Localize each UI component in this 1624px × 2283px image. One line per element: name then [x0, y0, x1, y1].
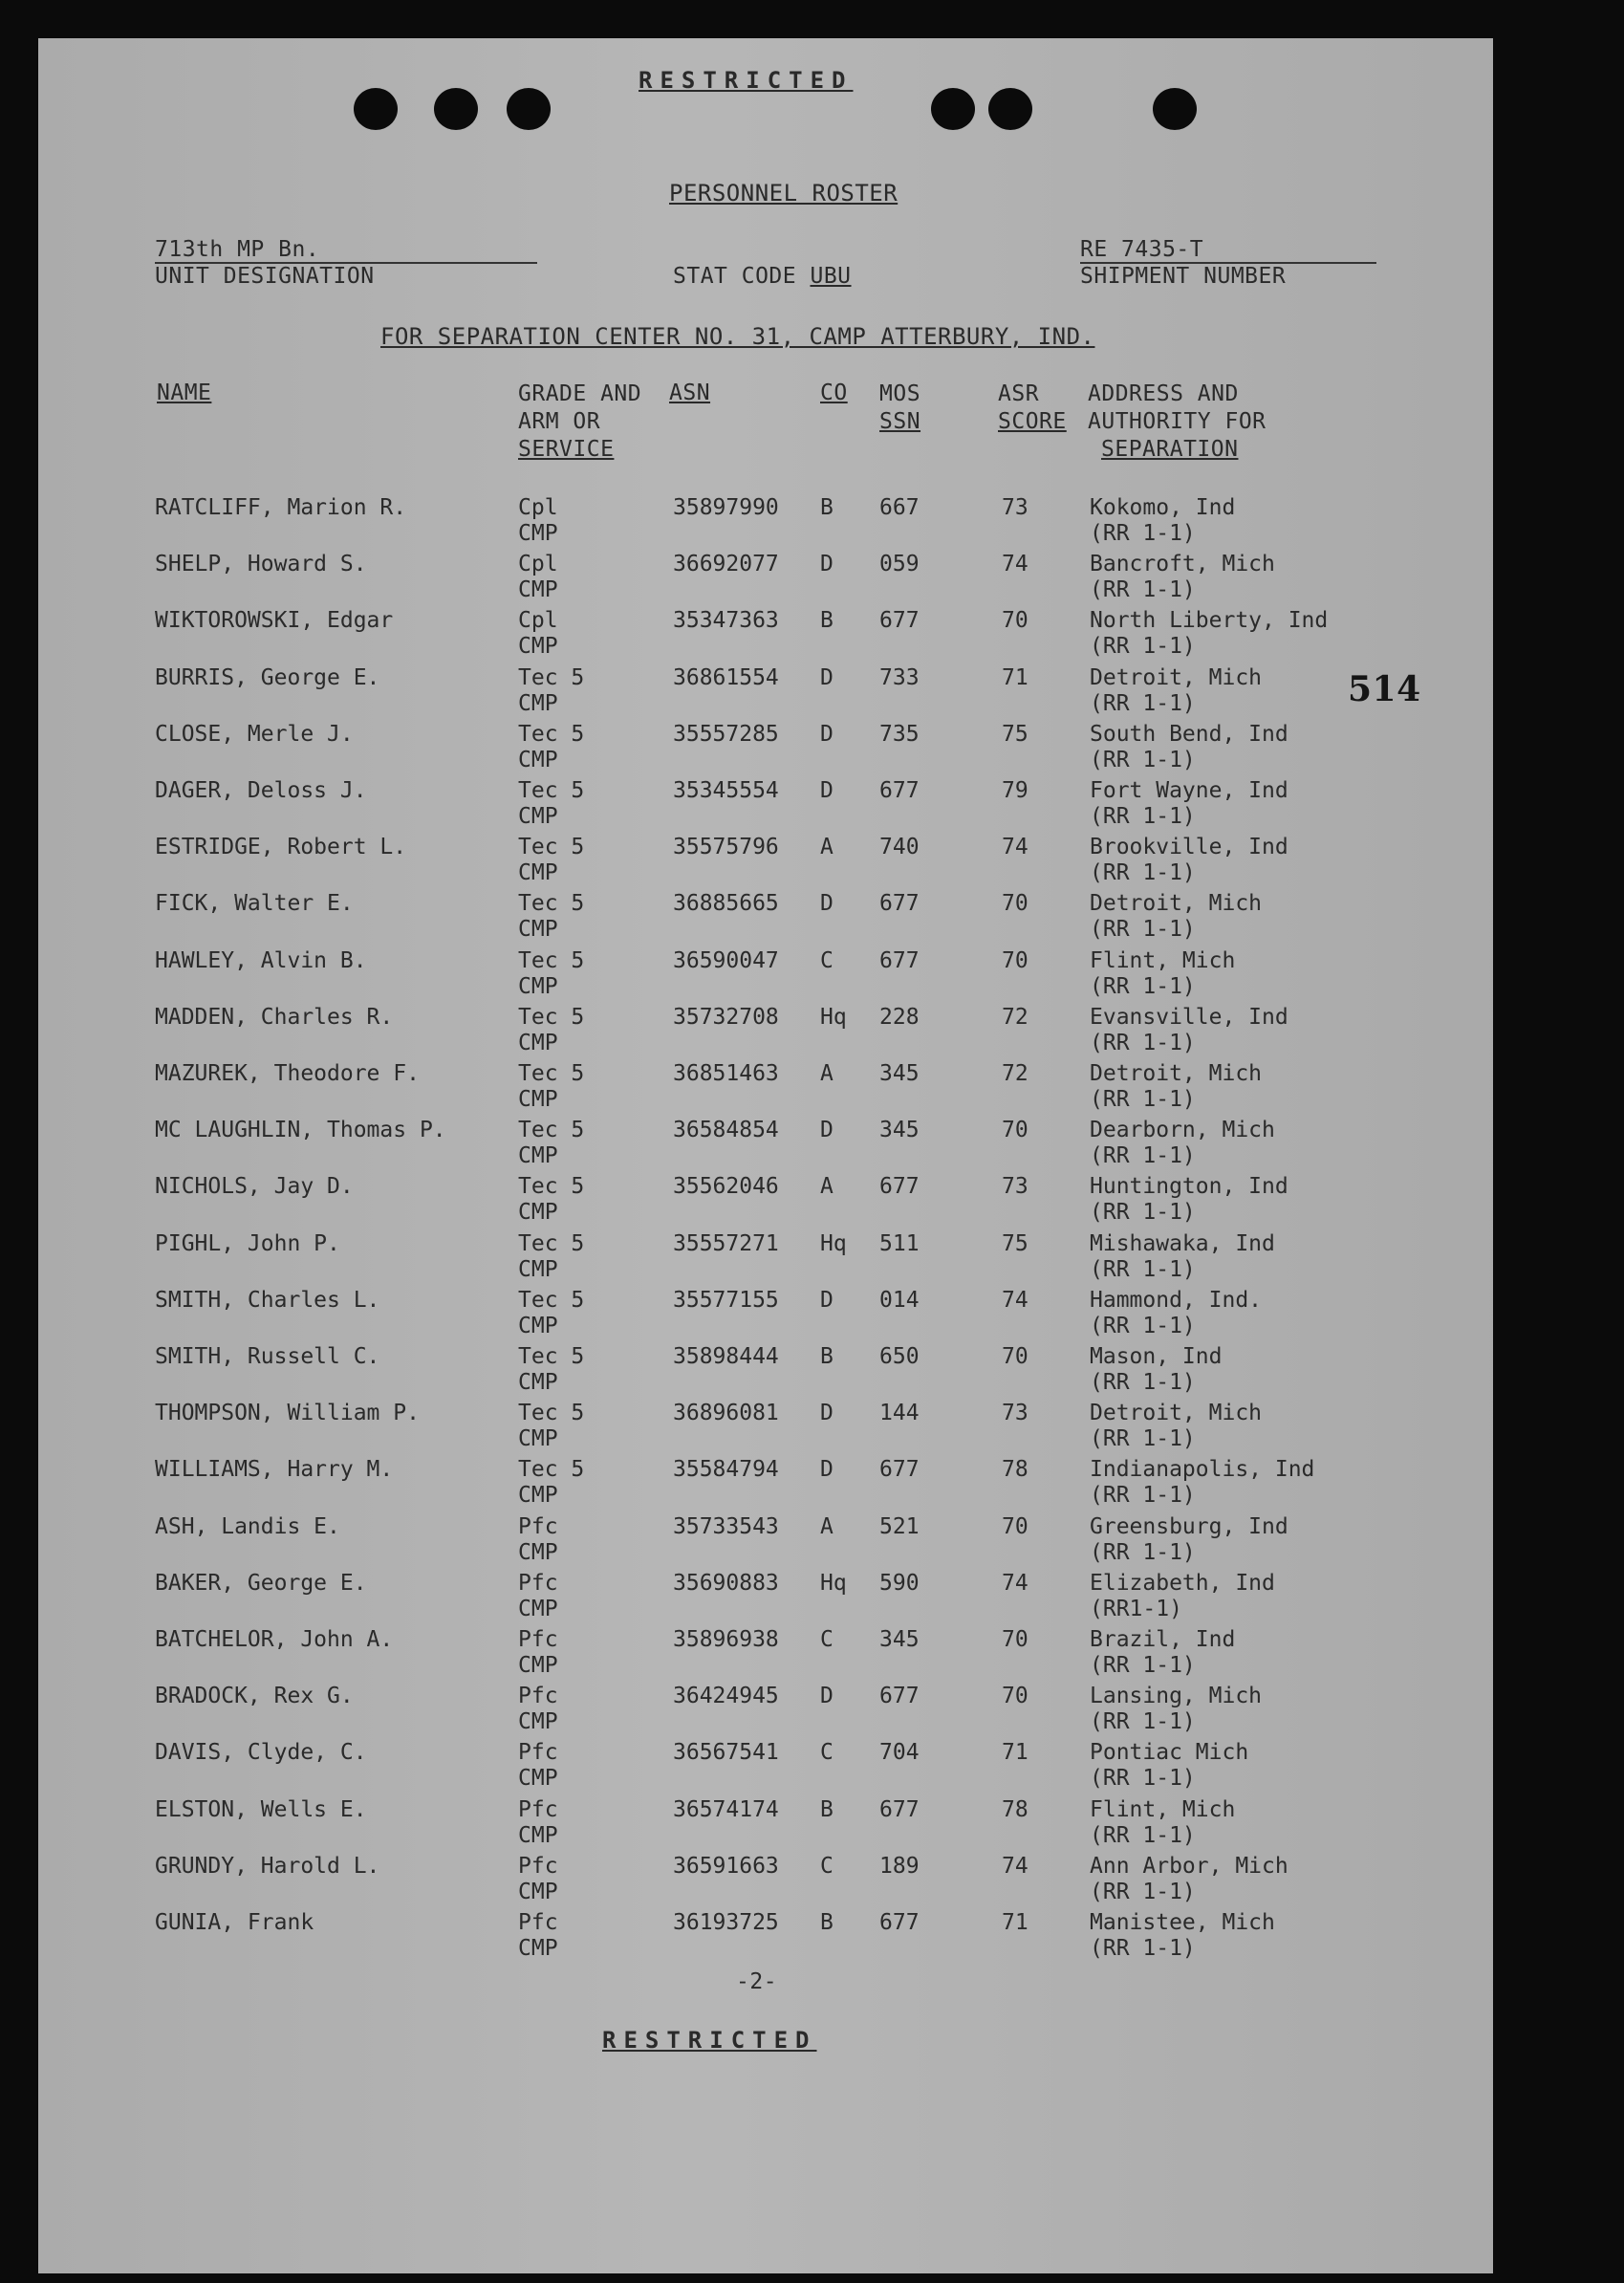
col-mos-line1: MOS — [879, 381, 921, 406]
row-authority: (RR 1-1) — [1090, 1483, 1196, 1509]
row-asn: 35345554 — [673, 778, 779, 803]
row-mos: 521 — [879, 1513, 920, 1539]
row-co: C — [820, 1740, 834, 1766]
row-arm: CMP — [518, 804, 558, 829]
table-row — [38, 1854, 1493, 1909]
row-asn: 35577155 — [673, 1287, 779, 1313]
row-grade: Tec 5 — [518, 664, 585, 690]
row-co: D — [820, 721, 834, 747]
row-address: Detroit, Mich — [1090, 1061, 1263, 1086]
table-row — [38, 1571, 1493, 1626]
row-mos: 677 — [879, 947, 920, 973]
table-row — [38, 1174, 1493, 1229]
row-co: B — [820, 1344, 834, 1369]
row-address: Indianapolis, Ind — [1090, 1457, 1315, 1483]
row-address: Pontiac Mich — [1090, 1740, 1249, 1766]
row-co: C — [820, 1627, 834, 1652]
row-mos: 677 — [879, 1457, 920, 1483]
stat-code-label: STAT CODE — [673, 264, 797, 289]
row-name: BATCHELOR, John A. — [155, 1627, 394, 1652]
row-score: 70 — [1002, 1513, 1029, 1539]
table-row — [38, 1910, 1493, 1966]
table-row — [38, 891, 1493, 946]
row-co: D — [820, 664, 834, 690]
row-grade: Tec 5 — [518, 1401, 585, 1426]
row-mos: 677 — [879, 1796, 920, 1822]
row-co: B — [820, 495, 834, 520]
row-arm: CMP — [518, 860, 558, 886]
row-asn: 35557285 — [673, 721, 779, 747]
row-mos: 345 — [879, 1627, 920, 1652]
row-address: Detroit, Mich — [1090, 891, 1263, 917]
row-score: 74 — [1002, 1853, 1029, 1879]
row-address: Hammond, Ind. — [1090, 1287, 1263, 1313]
row-mos: 677 — [879, 778, 920, 803]
row-arm: CMP — [518, 1370, 558, 1395]
row-mos: 677 — [879, 891, 920, 917]
row-grade: Tec 5 — [518, 1004, 585, 1030]
col-name: NAME — [157, 380, 212, 405]
row-asn: 36861554 — [673, 664, 779, 690]
row-score: 70 — [1002, 1344, 1029, 1369]
row-arm: CMP — [518, 1030, 558, 1055]
row-address: Fort Wayne, Ind — [1090, 778, 1288, 803]
row-authority: (RR 1-1) — [1090, 690, 1196, 716]
row-name: WIKTOROWSKI, Edgar — [155, 608, 394, 634]
table-row — [38, 665, 1493, 721]
row-name: HAWLEY, Alvin B. — [155, 947, 367, 973]
row-name: WILLIAMS, Harry M. — [155, 1457, 394, 1483]
row-mos: 667 — [879, 495, 920, 520]
restricted-header: RESTRICTED — [639, 67, 854, 94]
row-grade: Pfc — [518, 1853, 558, 1879]
row-address: Greensburg, Ind — [1090, 1513, 1288, 1539]
row-asn: 36591663 — [673, 1853, 779, 1879]
stat-code-value: UBU — [810, 264, 852, 289]
row-authority: (RR 1-1) — [1090, 1539, 1196, 1565]
row-authority: (RR 1-1) — [1090, 804, 1196, 829]
row-mos: 735 — [879, 721, 920, 747]
row-authority: (RR 1-1) — [1090, 634, 1196, 660]
row-name: SHELP, Howard S. — [155, 552, 367, 577]
row-name: SMITH, Russell C. — [155, 1344, 380, 1369]
row-score: 73 — [1002, 1401, 1029, 1426]
row-score: 70 — [1002, 1118, 1029, 1143]
row-mos: 677 — [879, 1910, 920, 1935]
row-score: 74 — [1002, 1287, 1029, 1313]
col-address-line2: AUTHORITY FOR — [1088, 409, 1267, 434]
row-co: A — [820, 1513, 834, 1539]
table-row — [38, 948, 1493, 1004]
row-name: THOMPSON, William P. — [155, 1401, 420, 1426]
punch-hole — [988, 88, 1032, 130]
col-asr-line2: SCORE — [998, 409, 1067, 434]
row-asn: 35733543 — [673, 1513, 779, 1539]
table-row — [38, 1401, 1493, 1456]
row-score: 74 — [1002, 835, 1029, 860]
row-co: B — [820, 608, 834, 634]
separation-center: FOR SEPARATION CENTER NO. 31, CAMP ATTERBURY, IND. — [380, 323, 1095, 350]
row-grade: Tec 5 — [518, 1061, 585, 1086]
row-grade: Tec 5 — [518, 778, 585, 803]
row-authority: (RR 1-1) — [1090, 917, 1196, 943]
row-co: D — [820, 1457, 834, 1483]
row-co: A — [820, 1061, 834, 1086]
table-row — [38, 1740, 1493, 1795]
row-co: C — [820, 1853, 834, 1879]
table-row — [38, 552, 1493, 607]
row-address: Mason, Ind — [1090, 1344, 1223, 1369]
row-score: 79 — [1002, 778, 1029, 803]
row-arm: CMP — [518, 1936, 558, 1961]
row-asn: 36193725 — [673, 1910, 779, 1935]
row-mos: 733 — [879, 664, 920, 690]
table-row — [38, 1288, 1493, 1343]
shipment-value: RE 7435-T — [1080, 237, 1204, 262]
table-row — [38, 495, 1493, 551]
row-asn: 36567541 — [673, 1740, 779, 1766]
table-row — [38, 1684, 1493, 1739]
row-name: FICK, Walter E. — [155, 891, 354, 917]
row-mos: 014 — [879, 1287, 920, 1313]
row-grade: Tec 5 — [518, 1118, 585, 1143]
col-asr-line1: ASR — [998, 381, 1040, 406]
row-arm: CMP — [518, 1426, 558, 1452]
col-asn: ASN — [669, 380, 711, 405]
row-grade: Pfc — [518, 1627, 558, 1652]
table-row — [38, 1118, 1493, 1173]
row-co: A — [820, 835, 834, 860]
row-co: Hq — [820, 1230, 847, 1256]
row-grade: Pfc — [518, 1513, 558, 1539]
row-asn: 36692077 — [673, 552, 779, 577]
punch-hole — [354, 88, 398, 130]
row-name: MADDEN, Charles R. — [155, 1004, 394, 1030]
row-grade: Tec 5 — [518, 1287, 585, 1313]
table-row — [38, 722, 1493, 777]
row-grade: Tec 5 — [518, 891, 585, 917]
row-asn: 35557271 — [673, 1230, 779, 1256]
row-authority: (RR 1-1) — [1090, 1370, 1196, 1395]
row-score: 70 — [1002, 608, 1029, 634]
row-score: 70 — [1002, 1684, 1029, 1709]
row-authority: (RR 1-1) — [1090, 1143, 1196, 1169]
row-authority: (RR 1-1) — [1090, 1653, 1196, 1678]
row-address: Detroit, Mich — [1090, 1401, 1263, 1426]
row-name: SMITH, Charles L. — [155, 1287, 380, 1313]
table-row — [38, 835, 1493, 890]
table-row — [38, 1344, 1493, 1400]
row-name: ESTRIDGE, Robert L. — [155, 835, 407, 860]
row-name: GUNIA, Frank — [155, 1910, 314, 1935]
row-score: 78 — [1002, 1457, 1029, 1483]
row-name: BURRIS, George E. — [155, 664, 380, 690]
row-asn: 36584854 — [673, 1118, 779, 1143]
shipment-number-value — [1080, 237, 1376, 264]
row-co: B — [820, 1910, 834, 1935]
punch-hole — [507, 88, 551, 130]
row-authority: (RR 1-1) — [1090, 1256, 1196, 1282]
page-number: -2- — [736, 1969, 778, 1994]
row-co: D — [820, 891, 834, 917]
document-page — [38, 38, 1493, 2273]
row-address: Kokomo, Ind — [1090, 495, 1236, 520]
row-co: D — [820, 1287, 834, 1313]
row-grade: Tec 5 — [518, 1457, 585, 1483]
row-address: Bancroft, Mich — [1090, 552, 1275, 577]
row-address: Mishawaka, Ind — [1090, 1230, 1275, 1256]
restricted-footer: RESTRICTED — [602, 2027, 817, 2054]
col-grade-line1: GRADE AND — [518, 381, 642, 406]
table-row — [38, 1797, 1493, 1853]
row-mos: 059 — [879, 552, 920, 577]
row-name: ASH, Landis E. — [155, 1513, 340, 1539]
row-grade: Tec 5 — [518, 947, 585, 973]
table-row — [38, 608, 1493, 663]
row-asn: 36590047 — [673, 947, 779, 973]
row-co: A — [820, 1174, 834, 1200]
row-score: 74 — [1002, 1570, 1029, 1596]
row-co: C — [820, 947, 834, 973]
row-address: Dearborn, Mich — [1090, 1118, 1275, 1143]
row-authority: (RR 1-1) — [1090, 1822, 1196, 1848]
row-arm: CMP — [518, 1313, 558, 1338]
document-title: PERSONNEL ROSTER — [669, 180, 899, 207]
row-grade: Pfc — [518, 1740, 558, 1766]
row-address: Brookville, Ind — [1090, 835, 1288, 860]
row-authority: (RR 1-1) — [1090, 973, 1196, 999]
row-name: ELSTON, Wells E. — [155, 1796, 367, 1822]
row-authority: (RR 1-1) — [1090, 1879, 1196, 1904]
row-score: 70 — [1002, 1627, 1029, 1652]
punch-hole — [931, 88, 975, 130]
row-mos: 704 — [879, 1740, 920, 1766]
row-asn: 35896938 — [673, 1627, 779, 1652]
col-grade-line3: SERVICE — [518, 437, 615, 462]
row-mos: 677 — [879, 1684, 920, 1709]
table-row — [38, 1457, 1493, 1512]
row-mos: 511 — [879, 1230, 920, 1256]
row-grade: Tec 5 — [518, 1174, 585, 1200]
row-address: Flint, Mich — [1090, 1796, 1236, 1822]
row-grade: Pfc — [518, 1910, 558, 1935]
row-mos: 345 — [879, 1061, 920, 1086]
row-grade: Cpl — [518, 608, 558, 634]
row-score: 70 — [1002, 891, 1029, 917]
row-arm: CMP — [518, 521, 558, 546]
row-name: BAKER, George E. — [155, 1570, 367, 1596]
stamp-number: 514 — [1348, 669, 1421, 709]
unit-value: 713th MP Bn. — [155, 237, 320, 262]
row-address: Flint, Mich — [1090, 947, 1236, 973]
row-arm: CMP — [518, 1596, 558, 1621]
row-asn: 35690883 — [673, 1570, 779, 1596]
row-score: 75 — [1002, 1230, 1029, 1256]
unit-designation-label: UNIT DESIGNATION — [155, 264, 375, 289]
row-grade: Pfc — [518, 1796, 558, 1822]
row-mos: 740 — [879, 835, 920, 860]
row-co: D — [820, 778, 834, 803]
punch-hole — [434, 88, 478, 130]
row-name: GRUNDY, Harold L. — [155, 1853, 380, 1879]
row-co: D — [820, 1684, 834, 1709]
row-arm: CMP — [518, 917, 558, 943]
row-score: 73 — [1002, 1174, 1029, 1200]
row-score: 71 — [1002, 1740, 1029, 1766]
row-address: Manistee, Mich — [1090, 1910, 1275, 1935]
row-score: 73 — [1002, 495, 1029, 520]
row-authority: (RR 1-1) — [1090, 1030, 1196, 1055]
row-arm: CMP — [518, 747, 558, 772]
row-arm: CMP — [518, 1087, 558, 1112]
row-authority: (RR 1-1) — [1090, 521, 1196, 546]
row-address: Brazil, Ind — [1090, 1627, 1236, 1652]
row-name: RATCLIFF, Marion R. — [155, 495, 407, 520]
row-arm: CMP — [518, 1766, 558, 1792]
col-mos-line2: SSN — [879, 409, 921, 434]
row-authority: (RR 1-1) — [1090, 1766, 1196, 1792]
row-asn: 36885665 — [673, 891, 779, 917]
row-arm: CMP — [518, 1143, 558, 1169]
row-score: 71 — [1002, 1910, 1029, 1935]
row-address: Lansing, Mich — [1090, 1684, 1263, 1709]
row-address: Elizabeth, Ind — [1090, 1570, 1275, 1596]
row-asn: 36851463 — [673, 1061, 779, 1086]
row-grade: Tec 5 — [518, 835, 585, 860]
row-name: MAZUREK, Theodore F. — [155, 1061, 420, 1086]
row-arm: CMP — [518, 1709, 558, 1735]
row-asn: 35347363 — [673, 608, 779, 634]
row-asn: 35732708 — [673, 1004, 779, 1030]
row-asn: 35898444 — [673, 1344, 779, 1369]
col-co: CO — [820, 380, 848, 405]
row-co: Hq — [820, 1004, 847, 1030]
row-mos: 144 — [879, 1401, 920, 1426]
row-score: 70 — [1002, 947, 1029, 973]
row-asn: 35562046 — [673, 1174, 779, 1200]
row-co: D — [820, 552, 834, 577]
row-grade: Tec 5 — [518, 1230, 585, 1256]
table-row — [38, 1005, 1493, 1060]
row-grade: Tec 5 — [518, 721, 585, 747]
row-co: Hq — [820, 1570, 847, 1596]
row-address: Huntington, Ind — [1090, 1174, 1288, 1200]
unit-designation-value — [155, 237, 537, 264]
row-authority: (RR 1-1) — [1090, 1087, 1196, 1112]
row-arm: CMP — [518, 634, 558, 660]
table-row — [38, 1514, 1493, 1570]
row-address: Ann Arbor, Mich — [1090, 1853, 1288, 1879]
row-name: MC LAUGHLIN, Thomas P. — [155, 1118, 446, 1143]
row-name: PIGHL, John P. — [155, 1230, 340, 1256]
row-grade: Pfc — [518, 1684, 558, 1709]
row-name: DAVIS, Clyde, C. — [155, 1740, 367, 1766]
row-mos: 677 — [879, 1174, 920, 1200]
row-mos: 345 — [879, 1118, 920, 1143]
row-co: D — [820, 1401, 834, 1426]
col-address-line1: ADDRESS AND — [1088, 381, 1239, 406]
row-asn: 36424945 — [673, 1684, 779, 1709]
col-grade — [518, 380, 641, 464]
row-arm: CMP — [518, 1256, 558, 1282]
col-address — [1088, 380, 1267, 464]
row-arm: CMP — [518, 1879, 558, 1904]
row-mos: 677 — [879, 608, 920, 634]
row-grade: Cpl — [518, 495, 558, 520]
row-mos: 650 — [879, 1344, 920, 1369]
row-arm: CMP — [518, 1200, 558, 1226]
row-arm: CMP — [518, 690, 558, 716]
row-arm: CMP — [518, 1539, 558, 1565]
row-authority: (RR 1-1) — [1090, 1936, 1196, 1961]
row-arm: CMP — [518, 973, 558, 999]
col-asr — [998, 380, 1067, 436]
table-row — [38, 1231, 1493, 1287]
table-row — [38, 778, 1493, 834]
shipment-number-label: SHIPMENT NUMBER — [1080, 264, 1287, 289]
row-authority: (RR 1-1) — [1090, 1709, 1196, 1735]
row-address: Detroit, Mich — [1090, 664, 1263, 690]
col-grade-line2: ARM OR — [518, 409, 601, 434]
row-arm: CMP — [518, 1822, 558, 1848]
row-arm: CMP — [518, 577, 558, 603]
row-grade: Tec 5 — [518, 1344, 585, 1369]
row-grade: Pfc — [518, 1570, 558, 1596]
row-asn: 36574174 — [673, 1796, 779, 1822]
row-score: 78 — [1002, 1796, 1029, 1822]
row-authority: (RR 1-1) — [1090, 1313, 1196, 1338]
row-score: 74 — [1002, 552, 1029, 577]
row-authority: (RR 1-1) — [1090, 1200, 1196, 1226]
row-score: 75 — [1002, 721, 1029, 747]
row-mos: 189 — [879, 1853, 920, 1879]
col-address-line3: SEPARATION — [1101, 437, 1239, 462]
row-authority: (RR 1-1) — [1090, 747, 1196, 772]
row-name: NICHOLS, Jay D. — [155, 1174, 354, 1200]
row-arm: CMP — [518, 1483, 558, 1509]
stat-code — [673, 264, 852, 289]
row-name: CLOSE, Merle J. — [155, 721, 354, 747]
row-mos: 590 — [879, 1570, 920, 1596]
row-authority: (RR 1-1) — [1090, 577, 1196, 603]
row-co: B — [820, 1796, 834, 1822]
table-row — [38, 1627, 1493, 1683]
row-authority: (RR 1-1) — [1090, 860, 1196, 886]
row-asn: 35897990 — [673, 495, 779, 520]
row-asn: 36896081 — [673, 1401, 779, 1426]
row-asn: 35584794 — [673, 1457, 779, 1483]
row-name: BRADOCK, Rex G. — [155, 1684, 354, 1709]
table-row — [38, 1061, 1493, 1117]
row-name: DAGER, Deloss J. — [155, 778, 367, 803]
col-mos — [879, 380, 920, 436]
row-authority: (RR 1-1) — [1090, 1426, 1196, 1452]
row-co: D — [820, 1118, 834, 1143]
row-score: 72 — [1002, 1061, 1029, 1086]
row-address: South Bend, Ind — [1090, 721, 1288, 747]
row-authority: (RR1-1) — [1090, 1596, 1182, 1621]
row-address: Evansville, Ind — [1090, 1004, 1288, 1030]
row-grade: Cpl — [518, 552, 558, 577]
row-score: 71 — [1002, 664, 1029, 690]
row-arm: CMP — [518, 1653, 558, 1678]
row-score: 72 — [1002, 1004, 1029, 1030]
row-address: North Liberty, Ind — [1090, 608, 1329, 634]
row-asn: 35575796 — [673, 835, 779, 860]
row-mos: 228 — [879, 1004, 920, 1030]
punch-hole — [1153, 88, 1197, 130]
